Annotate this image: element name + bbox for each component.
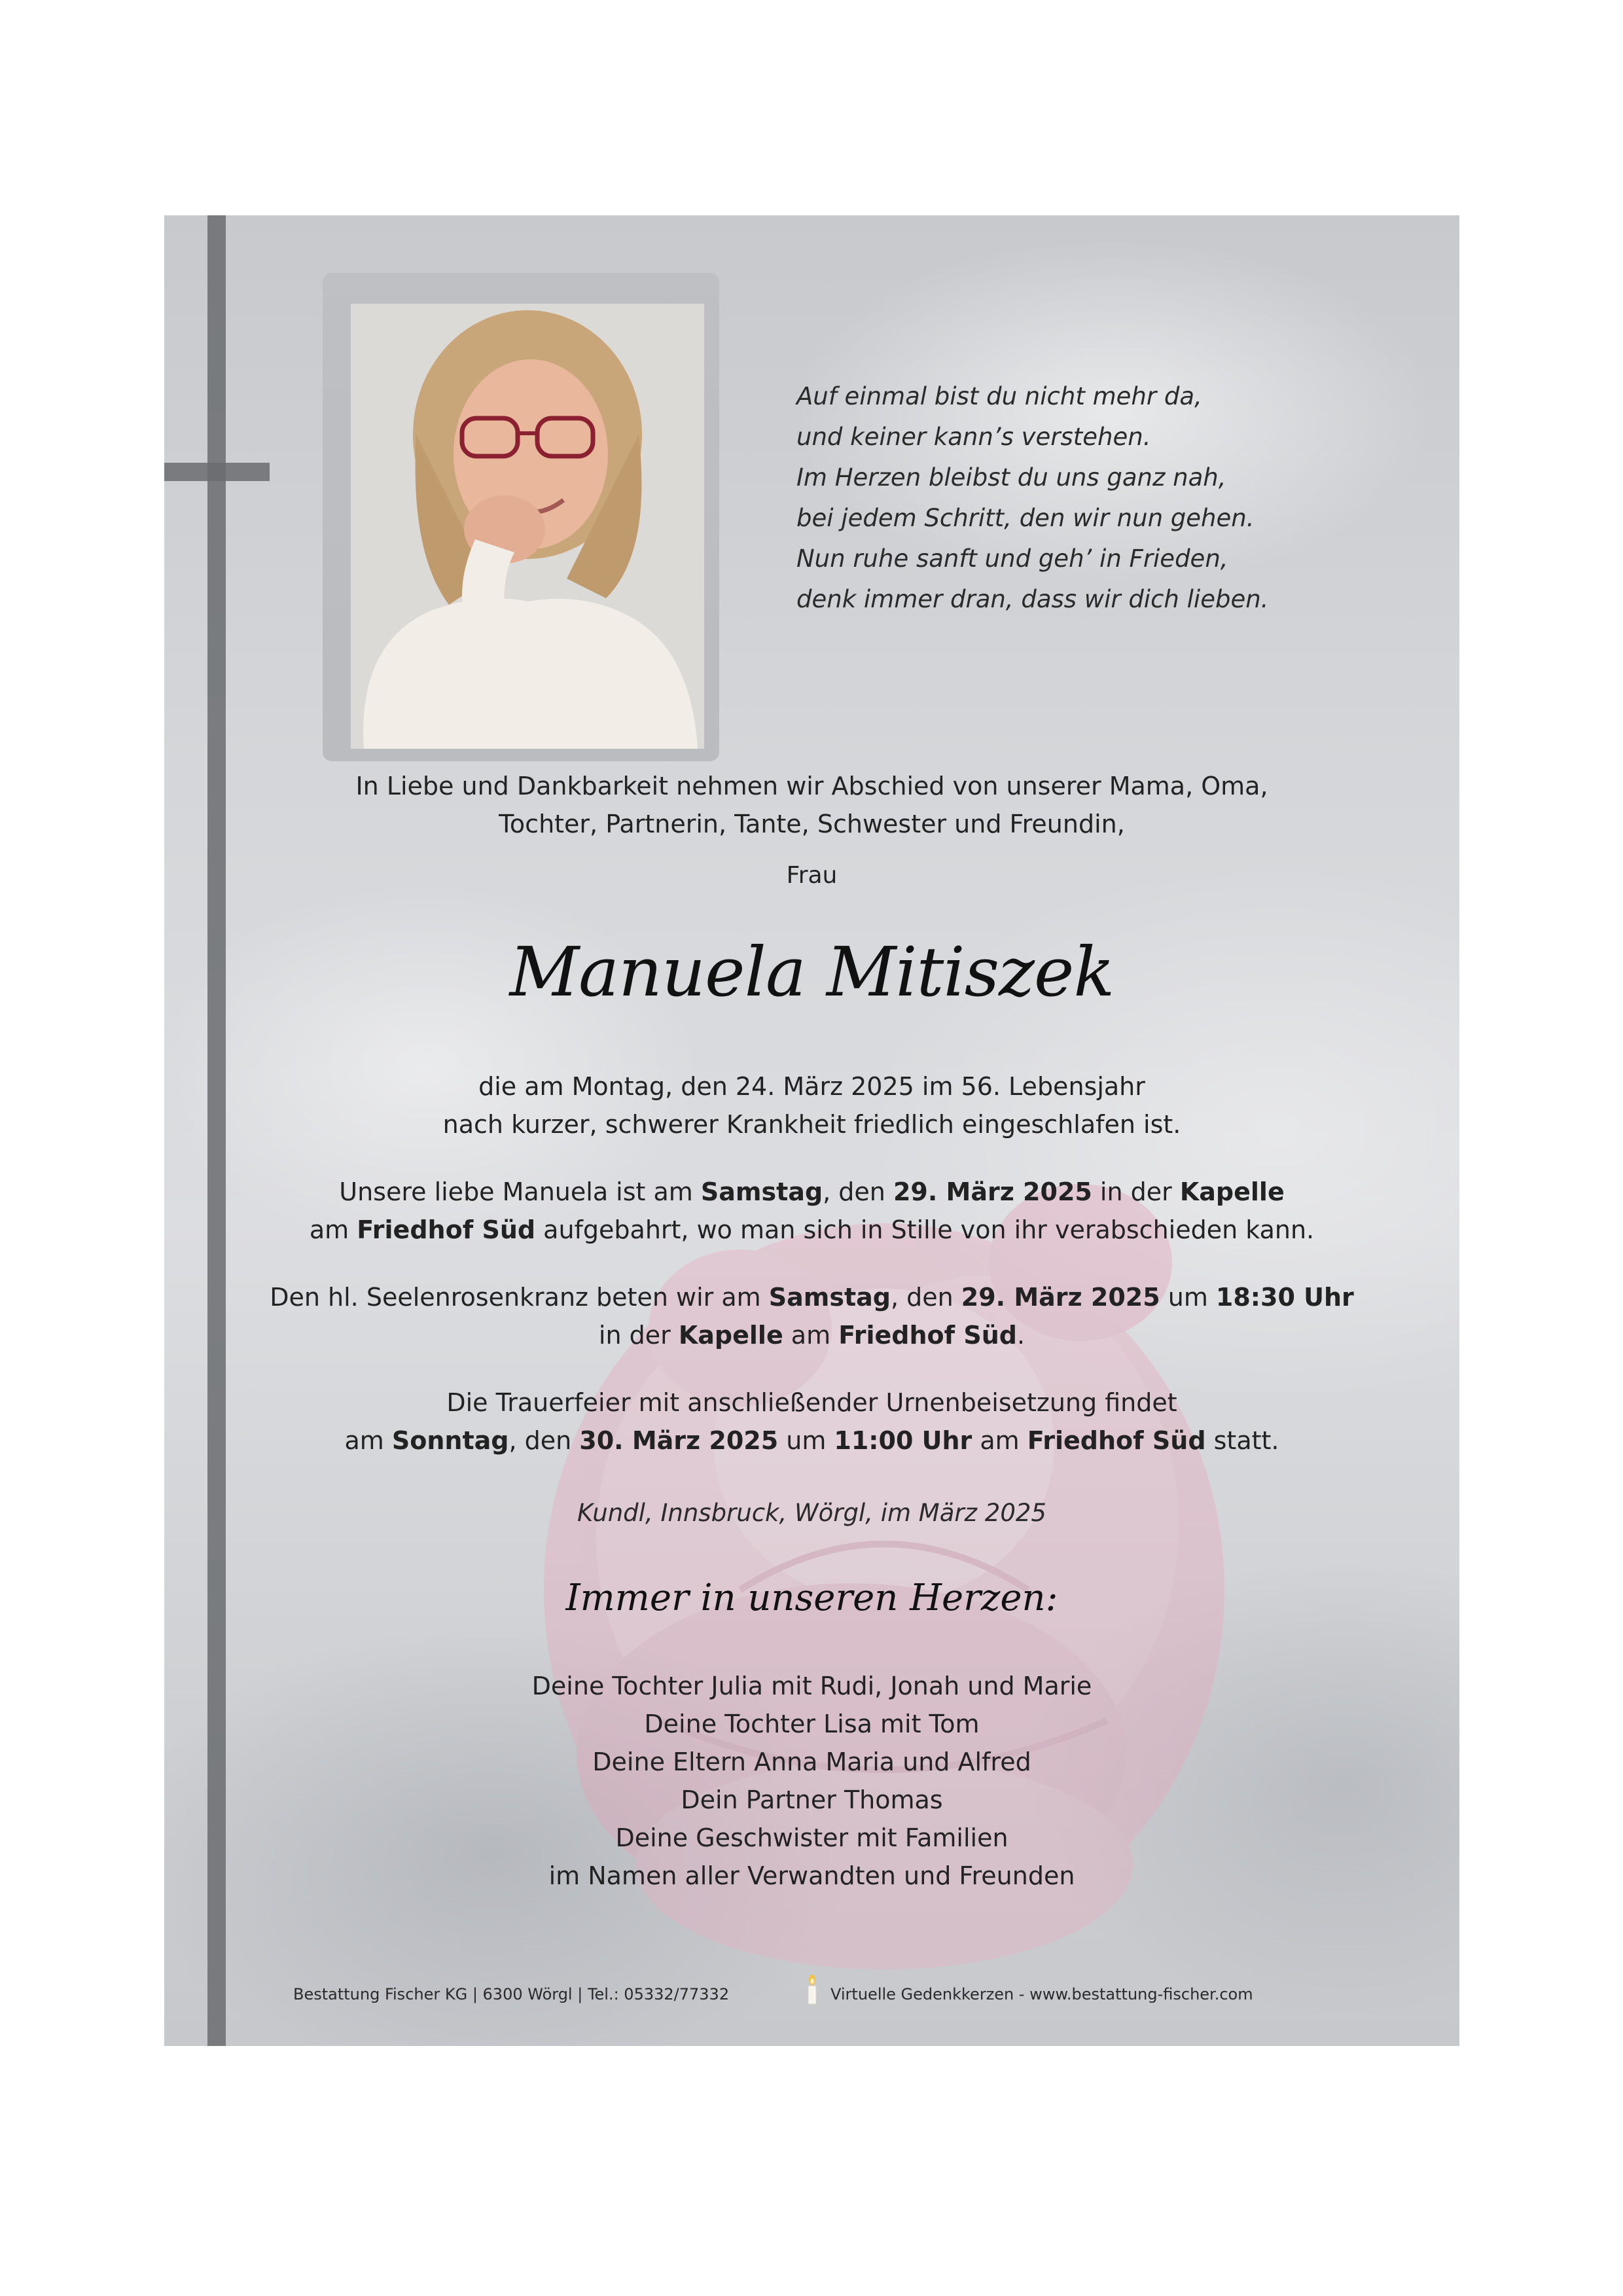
mourner-line: Deine Eltern Anna Maria und Alfred: [592, 1748, 1031, 1776]
rosary-line-1: [164, 1278, 1459, 1316]
text: Kapelle: [1179, 1177, 1285, 1206]
mourner-line: Deine Geschwister mit Familien: [615, 1823, 1008, 1852]
text: Den hl. Seelenrosenkranz beten wir am: [270, 1283, 769, 1312]
text: .: [1017, 1321, 1026, 1350]
death-line: die am Montag, den 24. März 2025 im 56. Lebensjahr: [478, 1072, 1145, 1101]
intro-line: In Liebe und Dankbarkeit nehmen wir Abschied von unserer Mama, Oma,: [355, 772, 1268, 800]
text: Kapelle: [678, 1321, 783, 1350]
poem-line: Nun ruhe sanft und geh’ in Frieden,: [796, 545, 1228, 573]
text: am: [344, 1426, 392, 1455]
text: aufgebahrt, wo man sich in Stille von ihr verabschieden kann.: [535, 1215, 1315, 1244]
footer-company: Bestattung Fischer KG | 6300 Wörgl | Tel.: 05332/77332: [293, 1985, 730, 2003]
text: 18:30 Uhr: [1215, 1283, 1354, 1312]
text: in der: [1092, 1177, 1180, 1206]
text: Samstag: [768, 1283, 891, 1312]
funeral-line-1: Die Trauerfeier mit anschließender Urnenbeisetzung findet: [446, 1388, 1177, 1417]
text: am: [783, 1321, 839, 1350]
viewing-line-1: [164, 1173, 1459, 1211]
candle-icon: [806, 1975, 819, 2009]
text: Samstag: [700, 1177, 823, 1206]
text: 30. März 2025: [579, 1426, 779, 1455]
portrait-photo: [351, 304, 704, 749]
text: Sonntag: [391, 1426, 509, 1455]
text: am: [972, 1426, 1027, 1455]
obituary-card: [164, 215, 1459, 2046]
intro-line: Tochter, Partnerin, Tante, Schwester und Freundin,: [499, 810, 1125, 838]
salutation: Frau: [786, 862, 838, 889]
text: statt.: [1205, 1426, 1279, 1455]
funeral-line-2: [164, 1422, 1459, 1460]
virtual-candles-link[interactable]: Virtuelle Gedenkkerzen - www.bestattung-fischer.com: [830, 1985, 1253, 2003]
text: um: [778, 1426, 834, 1455]
text: 29. März 2025: [893, 1177, 1092, 1206]
text: Friedhof Süd: [357, 1215, 536, 1244]
text: 29. März 2025: [961, 1283, 1160, 1312]
mourner-line: im Namen aller Verwandten und Freunden: [548, 1861, 1075, 1890]
text: 11:00 Uhr: [834, 1426, 972, 1455]
closing-heading: Immer in unseren Herzen:: [565, 1577, 1058, 1619]
text: um: [1160, 1283, 1216, 1312]
text: , den: [890, 1283, 961, 1312]
text: , den: [508, 1426, 580, 1455]
poem: [796, 376, 1268, 620]
poem-line: Im Herzen bleibst du uns ganz nah,: [796, 463, 1226, 492]
mourner-line: Deine Tochter Lisa mit Tom: [644, 1710, 980, 1738]
poem-line: und keiner kann’s verstehen.: [796, 423, 1151, 451]
death-line: nach kurzer, schwerer Krankheit friedlich eingeschlafen ist.: [442, 1110, 1181, 1139]
deceased-name: Manuela Mitiszek: [509, 932, 1115, 1012]
poem-line: bei jedem Schritt, den wir nun gehen.: [796, 504, 1255, 532]
text: Friedhof Süd: [838, 1321, 1017, 1350]
mourner-line: Dein Partner Thomas: [681, 1785, 943, 1814]
poem-line: denk immer dran, dass wir dich lieben.: [796, 585, 1269, 613]
text: am: [309, 1215, 357, 1244]
mourner-line: Deine Tochter Julia mit Rudi, Jonah und Marie: [531, 1672, 1092, 1700]
poem-line: Auf einmal bist du nicht mehr da,: [796, 382, 1202, 410]
viewing-line-2: [164, 1211, 1459, 1249]
rosary-line-2: [164, 1316, 1459, 1354]
text: , den: [823, 1177, 893, 1206]
text: in der: [598, 1321, 679, 1350]
place-date: Kundl, Innsbruck, Wörgl, im März 2025: [577, 1499, 1046, 1527]
text: Unsere liebe Manuela ist am: [339, 1177, 701, 1206]
text: Friedhof Süd: [1027, 1426, 1206, 1455]
cross-bar: [164, 463, 270, 481]
